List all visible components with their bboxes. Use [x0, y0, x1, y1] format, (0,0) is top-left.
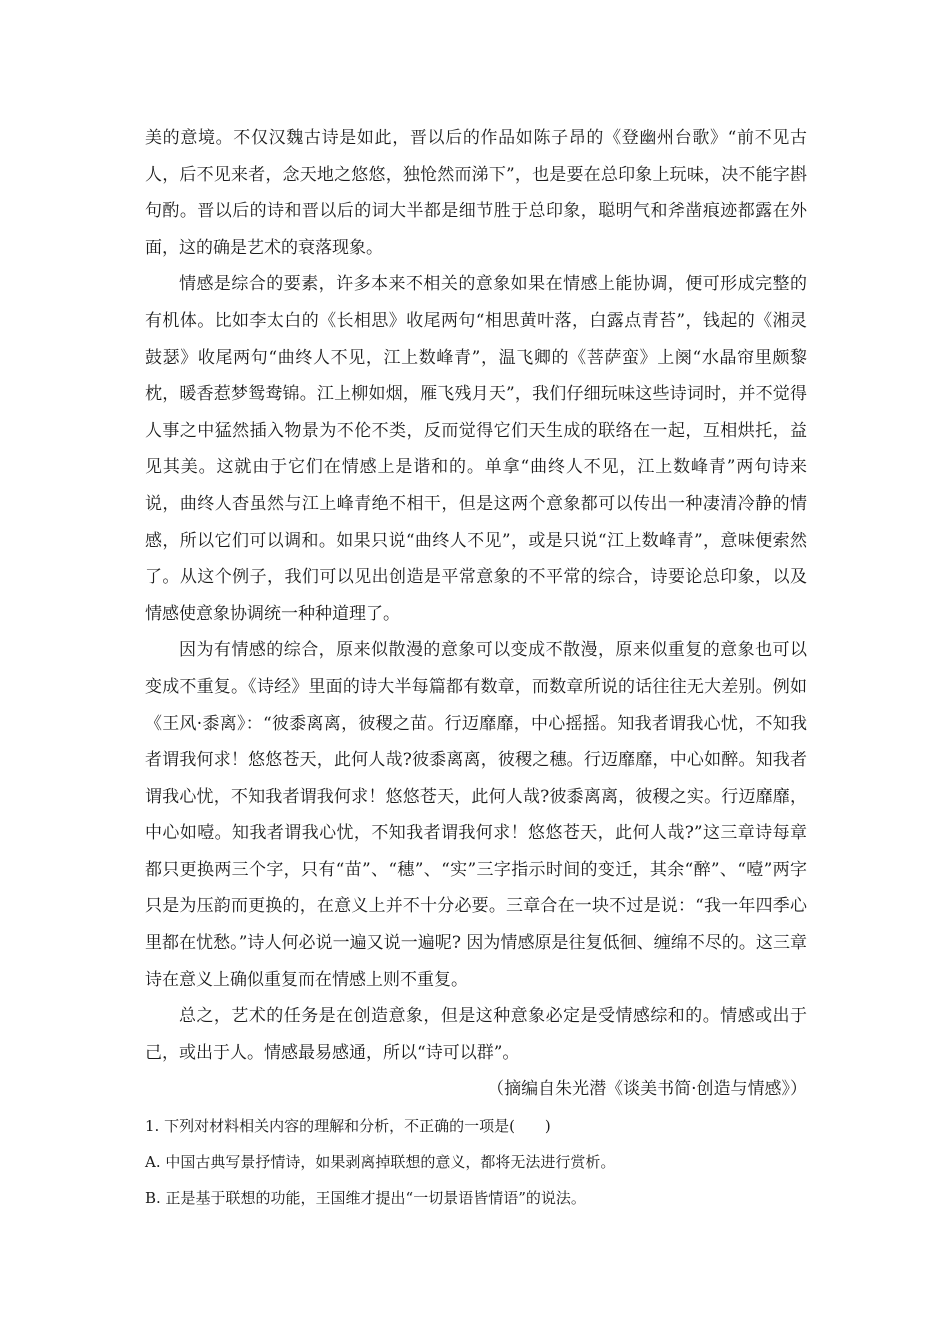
question-option-b: B. 正是基于联想的功能，王国维才提出“一切景语皆情语”的说法。	[145, 1189, 586, 1208]
article-paragraph-3: 因为有情感的综合，原来似散漫的意象可以变成不散漫，原来似重复的意象也可以变成不重复。《诗经》里面的诗大半每篇都有数章，而数章所说的话往往无大差别。例如《王风·黍离》：“彼黍离离，彼稷之苗。行迈靡靡，中心摇摇。知我者谓我心忧，不知我者谓我何求！悠悠苍天，此何人哉?彼黍离离，彼稷之穗。行迈靡靡，中心如醉。知我者谓我心忧，不知我者谓我何求！悠悠苍天，此何人哉?彼黍离离，彼稷之实。行迈靡靡，中心如噎。知我者谓我心忧，不知我者谓我何求！悠悠苍天，此何人哉?”这三章诗每章都只更换两三个字，只有“苗”、“穗”、“实”三字指示时间的变迁，其余“醉”、“噎”两字只是为压韵而更换的，在意义上并不十分必要。三章合在一块不过是说：“我一年四季心里都在忧愁。”诗人何必说一遍又说一遍呢? 因为情感原是往复低徊、缠绵不尽的。这三章诗在意义上确似重复而在情感上则不重复。	[145, 640, 807, 990]
article-paragraph-2: 情感是综合的要素，许多本来不相关的意象如果在情感上能协调，便可形成完整的有机体。比如李太白的《长相思》收尾两句“相思黄叶落，白露点青苔”，钱起的《湘灵鼓瑟》收尾两句“曲终人不见，江上数峰青”，温飞卿的《菩萨蛮》上阕“水晶帘里颇黎枕，暖香惹梦鸳鸯锦。江上柳如烟，雁飞残月天”，我们仔细玩味这些诗词时，并不觉得人事之中猛然插入物景为不伦不类，反而觉得它们天生成的联络在一起，互相烘托，益见其美。这就由于它们在情感上是谐和的。单拿“曲终人不见，江上数峰青”两句诗来说，曲终人杳虽然与江上峰青绝不相干，但是这两个意象都可以传出一种凄清冷静的情感，所以它们可以调和。如果只说“曲终人不见”，或是只说“江上数峰青”，意味便索然了。从这个例子，我们可以见出创造是平常意象的不平常的综合，诗要论总印象，以及情感使意象协调统一种种道理了。	[145, 274, 807, 624]
question-option-a: A. 中国古典写景抒情诗，如果剥离掉联想的意义，都将无法进行赏析。	[145, 1153, 616, 1172]
question-stem: 1. 下列对材料相关内容的理解和分析，不正确的一项是( )	[145, 1117, 551, 1136]
article-paragraph-4: 总之，艺术的任务是在创造意象，但是这种意象必定是受情感综和的。情感或出于己，或出于人。情感最易感通，所以“诗可以群”。	[145, 1006, 807, 1063]
article-paragraph-1: 美的意境。不仅汉魏古诗是如此，晋以后的作品如陈子昂的《登幽州台歌》“前不见古人，后不见来者，念天地之悠悠，独怆然而涕下”，也是要在总印象上玩味，决不能字斟句酌。晋以后的诗和晋以后的词大半都是细节胜于总印象，聪明气和斧凿痕迹都露在外面，这的确是艺术的衰落现象。	[145, 128, 807, 258]
article-source: （摘编自朱光潜《谈美书简·创造与情感》）	[487, 1079, 807, 1100]
document-page	[145, 120, 807, 1216]
